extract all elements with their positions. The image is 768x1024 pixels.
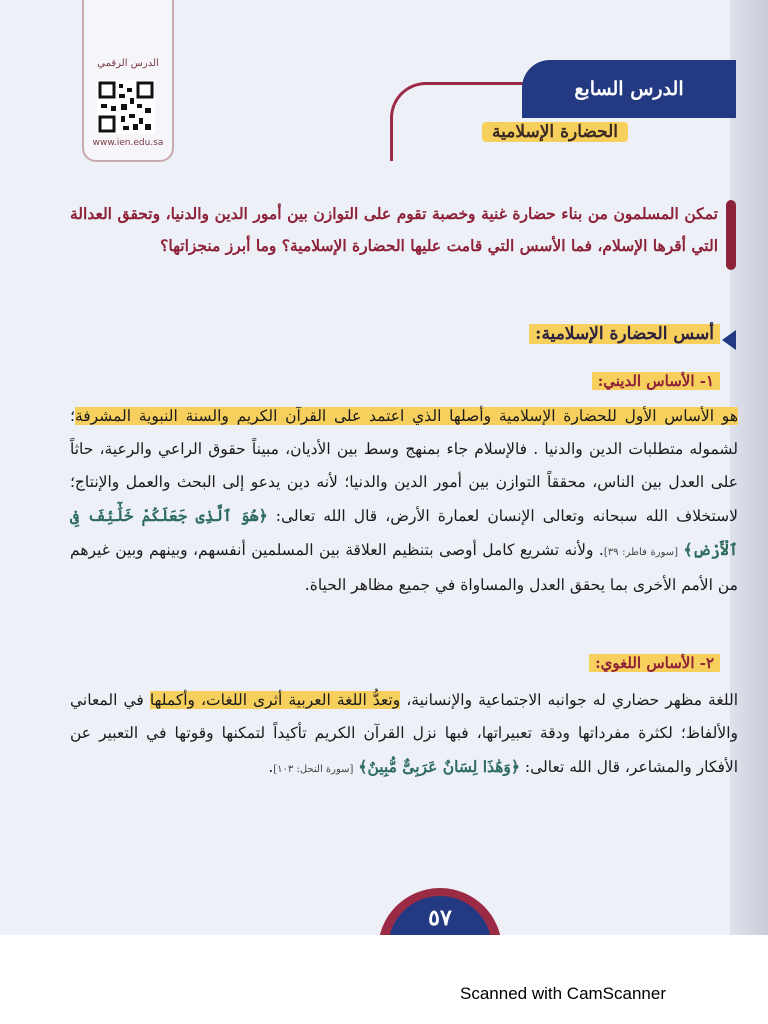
linguistic-ref: [سورة النحل: ١٠٣]	[273, 764, 354, 775]
page-number: ٥٧	[388, 896, 492, 935]
religious-heading: ١- الأساس الديني:	[480, 372, 720, 398]
linguistic-paragraph: اللغة مظهر حضاري له جوانبه الاجتماعية والإنسانية، وتعدُّ اللغة العربية أثرى اللغات، وأكملها في المعاني والألفاظ؛ لكثرة مفرداتها ودقة تعبيراتها، فبها نزل القرآن الكريم تأكيداً لتمكنها وقوتها في التعبير عن الأفكار والمشاعر، قال الله تعالى: ﴿وَهَٰذَا لِسَانٌ عَرَبِىٌّ مُّبِينٌ﴾ [سورة النحل: ١٠٣].	[70, 691, 738, 776]
section-heading: أسس الحضارة الإسلامية:	[420, 324, 720, 356]
linguistic-highlight: وتعدُّ اللغة العربية أثرى اللغات، وأكملها	[149, 691, 401, 709]
religious-paragraph: هو الأساس الأول للحضارة الإسلامية وأصلها الذي اعتمد على القرآن الكريم والسنة النبوية المشرفة؛ لشموله متطلبات الدين والدنيا . فالإسلام جاء بمنهج وسط بين الأديان، مبيناً حقوق الراعي والرعية، حاثاً على العدل بين الناس، محققاً التوازن بين أمور الدين والدنيا؛ لأنه دين يدعو إلى البحث والعمل والإنتاج؛ لاستخلاف الله سبحانه وتعالى الإنسان لعمارة الأرض، قال الله تعالى: ﴿هُوَ ٱلَّذِى جَعَلَكُمْ خَلَٰٓئِفَ فِى ٱلْأَرْضِ﴾ [سورة فاطر: ٣٩]. ولأنه تشريع كامل أوصى بتنظيم العلاقة بين المسلمين أنفسهم، وبينهم وبين غيرهم من الأمم الأخرى بما يحقق العدل والمساواة في جميع مظاهر الحياة.	[70, 407, 738, 594]
religious-highlight: هو الأساس الأول للحضارة الإسلامية وأصلها الذي اعتمد على القرآن الكريم والسنة النبوية المشرفة	[74, 407, 738, 425]
section-arrow-icon	[722, 330, 736, 350]
digital-lesson-label: الدرس الرقمي	[97, 58, 159, 69]
lesson-title: الحضارة الإسلامية	[440, 122, 670, 152]
linguistic-verse: ﴿وَهَٰذَا لِسَانٌ عَرَبِىٌّ مُّبِينٌ﴾	[358, 757, 520, 776]
lesson-number-tab: الدرس السابع	[522, 60, 736, 118]
linguistic-heading: ٢- الأساس اللغوي:	[480, 654, 720, 680]
qr-code-icon[interactable]	[97, 80, 155, 134]
digital-lesson-url[interactable]: www.ien.edu.sa	[92, 138, 164, 148]
intro-question: تمكن المسلمون من بناء حضارة غنية وخصبة تقوم على التوازن بين أمور الدين والدنيا، وتحقق العدالة التي أقرها الإسلام، فما الأسس التي قامت عليها الحضارة الإسلامية؟ وما أبرز منجزاتها؟	[70, 204, 718, 255]
religious-ref: [سورة فاطر: ٣٩]	[603, 547, 679, 558]
digital-lesson-box[interactable]	[82, 0, 174, 162]
religious-verse: ﴿هُوَ ٱلَّذِى جَعَلَكُمْ خَلَٰٓئِفَ فِى ٱلْأَرْضِ﴾	[70, 506, 738, 559]
question-mark-icon	[726, 200, 736, 270]
scanner-watermark: Scanned with CamScanner	[460, 984, 667, 1003]
